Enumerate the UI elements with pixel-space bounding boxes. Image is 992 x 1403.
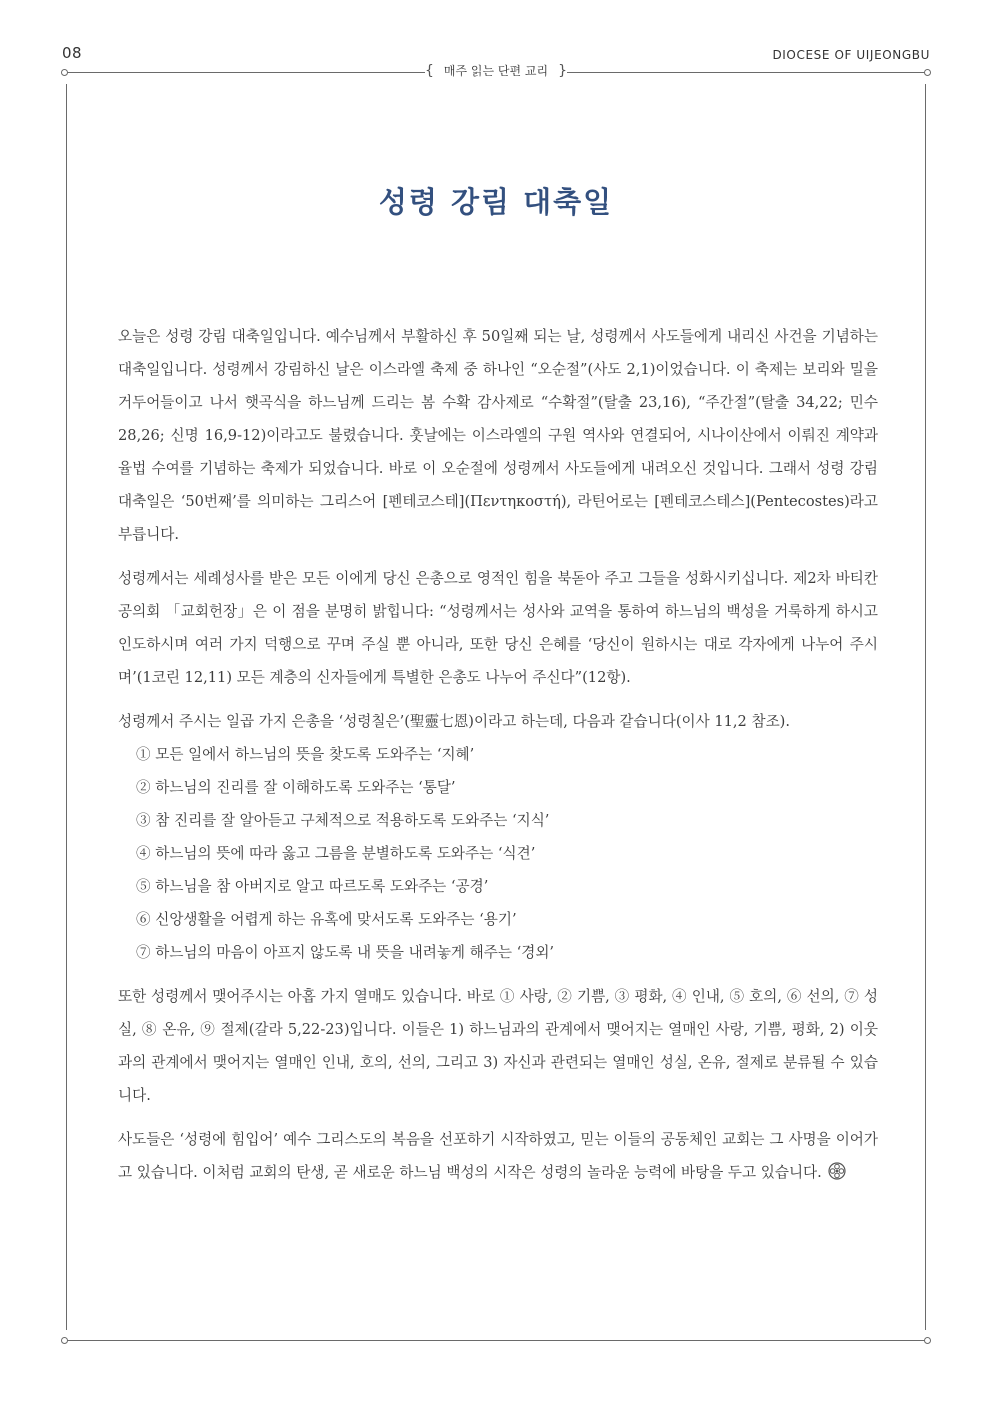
list-item: ⑤ 하느님을 참 아버지로 알고 따르도록 도와주는 ‘공경’ [136,878,489,895]
left-rule [66,84,67,1330]
paragraph-seven-gifts-intro: 성령께서 주시는 일곱 가지 은총을 ‘성령칠은’(聖靈七恩)이라고 하는데, 다음과 같습니다(이사 11,2 참조). [118,713,791,730]
right-rule [925,84,926,1330]
page-title: 성령 강림 대축일 [378,185,614,219]
diocese-label: DIOCESE OF UIJEONGBU [772,48,930,62]
paragraph-intro: 오늘은 성령 강림 대축일입니다. 예수님께서 부활하신 후 50일째 되는 날, 성령께서 사도들에게 내리신 사건을 기념하는 대축일입니다. 성령께서 강림하신 날은 이스라엘 축제 중 하나인 “오순절”(사도 2,1)이었습니다. 이 축제는 보리와 밀을 거두어들이고 나서 햇곡식을 하느님께 드리는 봄 수확 감사제로 “수확절”(탈출 23,16), “주간절”(탈출 34,22; 민수 28,26; 신명 16,9-12)이라고도 불렸습니다. 훗날에는 이스라엘의 구원 역사와 연결되어, 시나이산에서 이뤄진 계약과 율법 수여를 기념하는 축제가 되었습니다. 바로 이 오순절에 성령께서 사도들에게 내려오신 것입니다. 그래서 성령 강림 대축일은 ‘50번째’를 의미하는 그리스어 [펜테코스테](Πεντηκοστή), 라틴어로는 [펜테코스테스](Pentecostes)라고 부릅니다. [118,328,878,543]
paragraph-closing [118,1123,878,1192]
series-header [0,62,992,79]
list-item: ② 하느님의 진리를 잘 이해하도록 도와주는 ‘통달’ [136,779,456,796]
bracket-left: { [424,63,434,79]
bottom-rule [66,1340,926,1341]
closing-text: 사도들은 ‘성령에 힘입어’ 예수 그리스도의 복음을 선포하기 시작하였고, 믿는 이들의 공동체인 교회는 그 사명을 이어가고 있습니다. 이처럼 교회의 탄생, 곧 새로운 하느님 백성의 시작은 성령의 놀라운 능력에 바탕을 두고 있습니다. [118,1131,878,1181]
list-item: ③ 참 진리를 잘 알아듣고 구체적으로 적용하도록 도와주는 ‘지식’ [136,812,550,829]
flower-ornament-icon [828,1159,846,1192]
paragraph-holy-spirit-grace: 성령께서는 세례성사를 받은 모든 이에게 당신 은총으로 영적인 힘을 북돋아 주고 그들을 성화시키십니다. 제2차 바티칸 공의회 「교회헌장」은 이 점을 분명히 밝힙니다: “성령께서는 성사와 교역을 통하여 하느님의 백성을 거룩하게 하시고 인도하시며 여러 가지 덕행으로 꾸며 주실 뿐 아니라, 또한 당신 은혜를 ‘당신이 원하시는 대로 각자에게 나누어 주시며’(1코린 12,11) 모든 계층의 신자들에게 특별한 은총도 나누어 주신다”(12항). [118,570,878,686]
article-body [118,320,878,1203]
list-item: ① 모든 일에서 하느님의 뜻을 찾도록 도와주는 ‘지혜’ [136,746,475,763]
bracket-right: } [558,63,568,79]
bottom-left-dot [61,1337,68,1344]
list-item: ④ 하느님의 뜻에 따라 옳고 그름을 분별하도록 도와주는 ‘식견’ [136,845,536,862]
list-item: ⑥ 신앙생활을 어렵게 하는 유혹에 맞서도록 도와주는 ‘용기’ [136,911,517,928]
paragraph-fruits: 또한 성령께서 맺어주시는 아홉 가지 열매도 있습니다. 바로 ① 사랑, ② 기쁨, ③ 평화, ④ 인내, ⑤ 호의, ⑥ 선의, ⑦ 성실, ⑧ 온유, ⑨ 절제(갈라 5,22-23)입니다. 이들은 1) 하느님과의 관계에서 맺어지는 열매인 사랑, 기쁨, 평화, 2) 이웃과의 관계에서 맺어지는 열매인 인내, 호의, 선의, 그리고 3) 자신과 관련되는 열매인 성실, 온유, 절제로 분류될 수 있습니다. [118,988,878,1104]
seven-gifts-list [118,738,878,969]
page-number: 08 [62,44,83,62]
list-item: ⑦ 하느님의 마음이 아프지 않도록 내 뜻을 내려놓게 해주는 ‘경외’ [136,944,555,961]
series-label: 매주 읽는 단편 교리 [434,64,558,78]
bottom-right-dot [924,1337,931,1344]
